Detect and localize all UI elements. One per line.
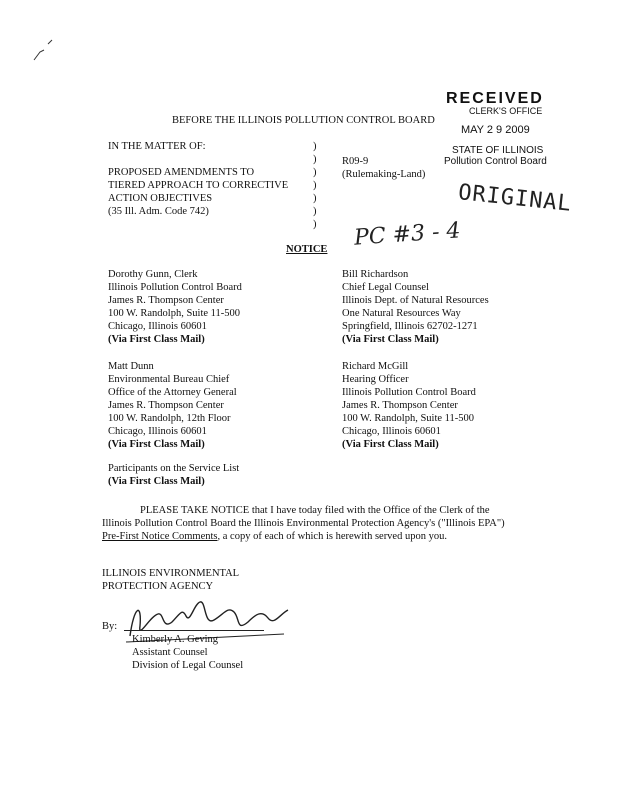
- signer-division: Division of Legal Counsel: [132, 660, 244, 671]
- stamp-state: STATE OF ILLINOIS: [452, 145, 544, 156]
- address-line: Chicago, Illinois 60601: [108, 321, 207, 332]
- notice-body-rest: , a copy of each of which is herewith served upon you.: [217, 531, 447, 542]
- pc-number-handwritten: PC #3 - 4: [353, 218, 462, 251]
- docket-type: (Rulemaking-Land): [342, 169, 426, 180]
- agency-name-line-2: PROTECTION AGENCY: [102, 581, 214, 592]
- recipient-dorothy-gunn: [108, 268, 242, 346]
- delivery-method: (Via First Class Mail): [108, 334, 205, 345]
- recipient-service-list: [108, 462, 239, 488]
- address-line: 100 W. Randolph, 12th Floor: [108, 413, 231, 424]
- address-line: Office of the Attorney General: [108, 387, 237, 398]
- address-line: 100 W. Randolph, Suite 11-500: [342, 413, 475, 424]
- address-line: Chicago, Illinois 60601: [108, 426, 207, 437]
- address-line: Environmental Bureau Chief: [108, 374, 230, 385]
- matter-line: IN THE MATTER OF:: [108, 141, 206, 152]
- address-line: Hearing Officer: [342, 374, 409, 385]
- address-line: Illinois Pollution Control Board: [108, 282, 242, 293]
- original-stamp: ORIGINAL: [457, 180, 573, 217]
- delivery-method: (Via First Class Mail): [108, 476, 205, 487]
- address-line: James R. Thompson Center: [108, 400, 224, 411]
- address-line: James R. Thompson Center: [108, 295, 224, 306]
- stamp-board: Pollution Control Board: [444, 156, 547, 167]
- matter-line: (35 Ill. Adm. Code 742): [108, 206, 209, 217]
- signer-name: Kimberly A. Geving: [132, 634, 219, 645]
- signer-title: Assistant Counsel: [132, 647, 208, 658]
- address-line: Illinois Dept. of Natural Resources: [342, 295, 489, 306]
- recipient-matt-dunn: [108, 360, 237, 451]
- delivery-method: (Via First Class Mail): [108, 439, 205, 450]
- address-line: 100 W. Randolph, Suite 11-500: [108, 308, 241, 319]
- address-line: Dorothy Gunn, Clerk: [108, 269, 198, 280]
- notice-heading: NOTICE: [286, 244, 328, 255]
- signature-line: [124, 630, 264, 631]
- address-line: Richard McGill: [342, 361, 409, 372]
- page-title: BEFORE THE ILLINOIS POLLUTION CONTROL BOARD: [172, 115, 435, 126]
- notice-body-line-3: [102, 530, 447, 543]
- notice-body-line-1: PLEASE TAKE NOTICE that I have today filed with the Office of the Clerk of the: [140, 505, 490, 516]
- clerks-office-stamp: CLERK'S OFFICE: [469, 106, 543, 116]
- address-line: Chicago, Illinois 60601: [342, 426, 441, 437]
- matter-line: PROPOSED AMENDMENTS TO: [108, 167, 255, 178]
- agency-name-line-1: ILLINOIS ENVIRONMENTAL: [102, 568, 240, 579]
- address-line: Matt Dunn: [108, 361, 154, 372]
- address-line: Bill Richardson: [342, 269, 409, 280]
- address-line: One Natural Resources Way: [342, 308, 461, 319]
- delivery-method: (Via First Class Mail): [342, 439, 439, 450]
- stamp-date: MAY 2 9 2009: [461, 124, 530, 136]
- by-label: By:: [102, 621, 118, 632]
- address-line: Participants on the Service List: [108, 463, 240, 474]
- address-line: James R. Thompson Center: [342, 400, 458, 411]
- address-line: Illinois Pollution Control Board: [342, 387, 476, 398]
- matter-line: ACTION OBJECTIVES: [108, 193, 213, 204]
- recipient-bill-richardson: [342, 268, 489, 346]
- stray-pen-mark: [30, 38, 60, 68]
- received-stamp: RECEIVED: [446, 90, 544, 107]
- recipient-richard-mcgill: [342, 360, 476, 451]
- address-line: Springfield, Illinois 62702-1271: [342, 321, 478, 332]
- docket-number: R09-9: [342, 156, 369, 167]
- delivery-method: (Via First Class Mail): [342, 334, 439, 345]
- notice-body-line-2: Illinois Pollution Control Board the Illinois Environmental Protection Agency's ("Illinois EPA"): [102, 518, 505, 529]
- matter-line: TIERED APPROACH TO CORRECTIVE: [108, 180, 289, 191]
- document-title-link: Pre-First Notice Comments: [102, 531, 218, 542]
- address-line: Chief Legal Counsel: [342, 282, 429, 293]
